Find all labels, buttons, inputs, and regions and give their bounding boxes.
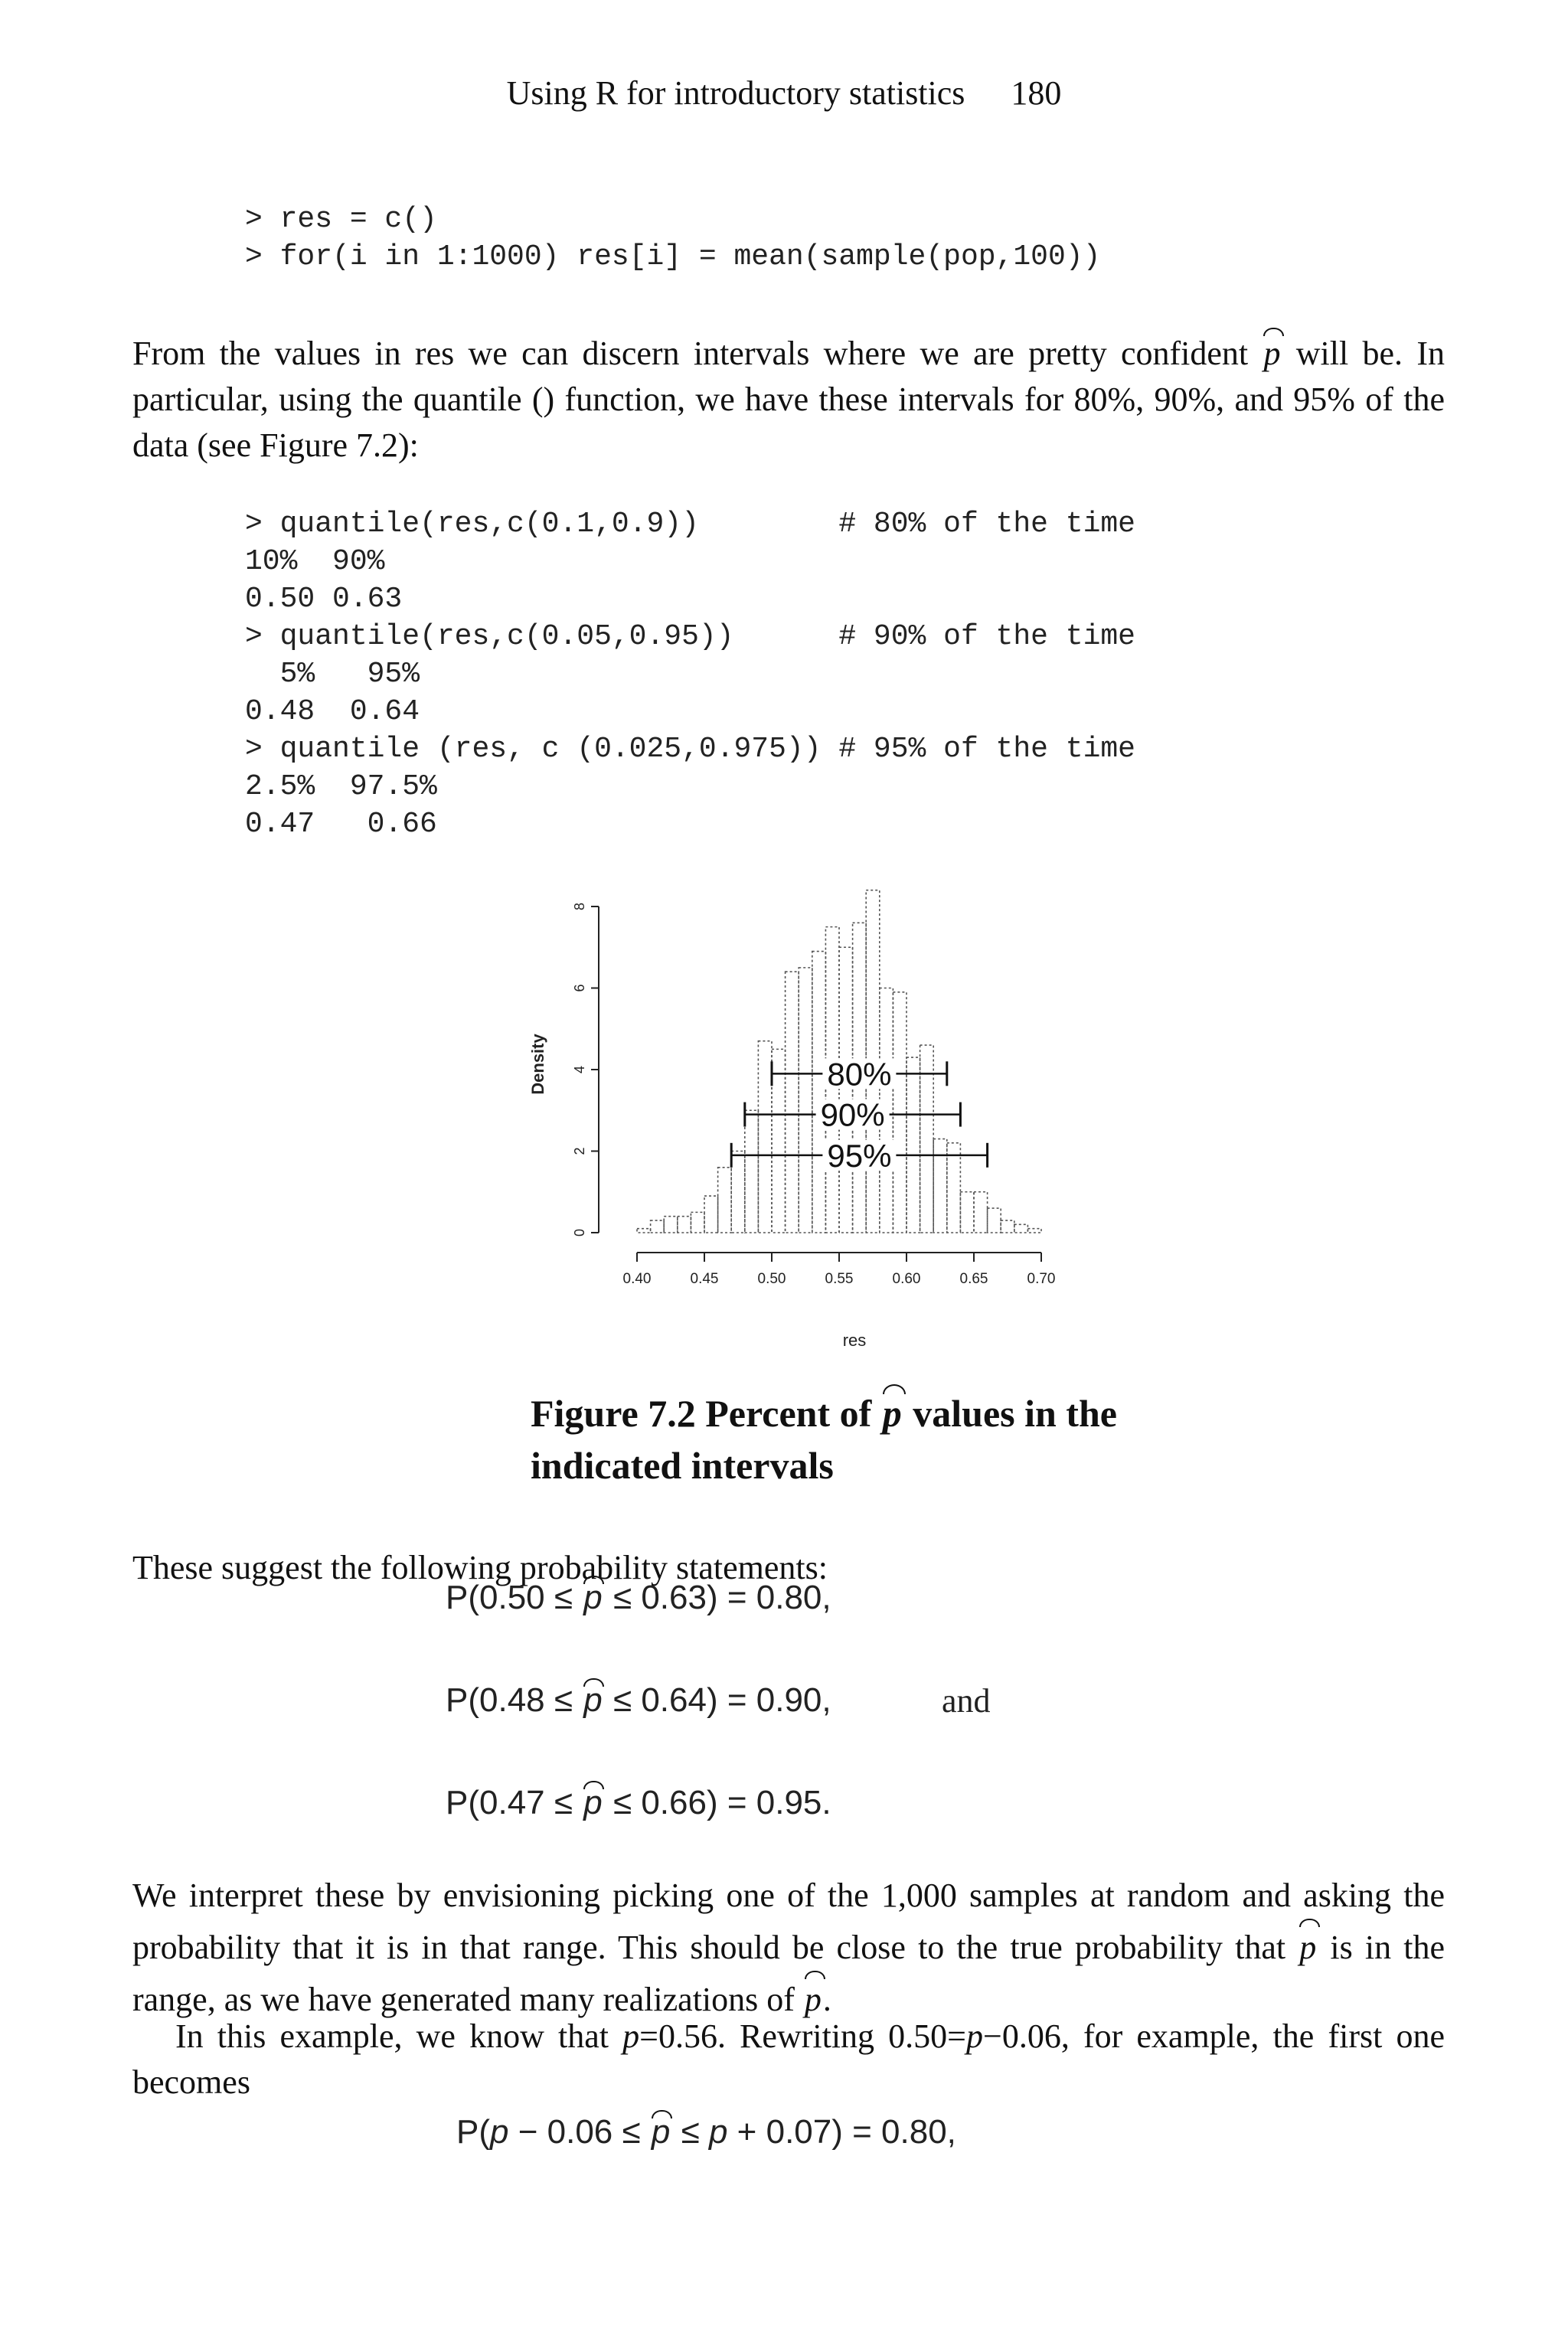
histogram-bar	[1001, 1220, 1014, 1233]
equation-1	[446, 1579, 831, 1617]
p-hat-symbol: p	[1262, 331, 1282, 377]
histogram-bar	[731, 1152, 745, 1233]
p-symbol: p	[708, 2113, 728, 2151]
eq-text: ≤ 0.66) = 0.95.	[603, 1784, 831, 1821]
page-number: 180	[1011, 74, 1062, 112]
running-head	[0, 74, 1568, 113]
code-line: > quantile (res, c (0.025,0.975)) # 95% of the time	[245, 733, 1135, 766]
eq-text: ≤ 0.63) = 0.80,	[603, 1579, 831, 1616]
histogram-bar	[691, 1212, 704, 1233]
plot-intervals	[731, 1056, 987, 1174]
p-symbol: p	[966, 2017, 983, 2055]
code-line: > quantile(res,c(0.1,0.9)) # 80% of the time	[245, 508, 1135, 541]
paragraph-2: These suggest the following probability statements:	[132, 1549, 828, 1586]
histogram-bar	[718, 1168, 732, 1233]
eq-text: P(	[456, 2113, 490, 2151]
p-hat-symbol: p	[583, 1784, 603, 1821]
y-tick-label: 4	[571, 1065, 587, 1074]
x-tick-label: 0.55	[825, 1271, 854, 1287]
running-title: Using R for introductory statistics	[506, 74, 965, 112]
histogram-bar	[637, 1229, 651, 1233]
p-hat-symbol: p	[651, 2113, 671, 2151]
equation-2	[446, 1681, 831, 1720]
code-block-1	[245, 201, 1100, 276]
eq-text: + 0.07) = 0.80,	[727, 2113, 956, 2151]
code-line: > res = c()	[245, 203, 437, 236]
histogram-bar	[1027, 1229, 1041, 1233]
x-tick-label: 0.65	[959, 1271, 988, 1287]
code-block-2	[245, 505, 1135, 843]
x-tick-label: 0.45	[690, 1271, 719, 1287]
eq-text: ≤	[671, 2113, 709, 2151]
code-line: > quantile(res,c(0.05,0.95)) # 90% of the time	[245, 620, 1135, 653]
paragraph-text: In this example, we know that	[175, 2017, 623, 2055]
histogram-bar	[947, 1143, 961, 1233]
plot-axes	[572, 903, 1056, 1287]
paragraph-text: We interpret these by envisioning picking one of the 1,000 samples at random and asking the probability that it is in that range. This should be close to the true probability that	[132, 1877, 1445, 1966]
y-tick-label: 6	[571, 984, 587, 992]
paragraph-text: .	[822, 1981, 831, 2018]
histogram-bar	[678, 1217, 691, 1233]
histogram-bar	[745, 1110, 759, 1233]
p-hat-symbol: p	[881, 1387, 903, 1439]
histogram-bar	[758, 1041, 772, 1233]
paragraph-text: −0.06, for example, the first one becomes	[132, 2017, 1445, 2101]
x-tick-label: 0.60	[892, 1271, 921, 1287]
x-tick-label: 0.50	[757, 1271, 786, 1287]
equation-3	[446, 1784, 831, 1822]
p-symbol: p	[490, 2113, 509, 2151]
eq-text: P(0.50 ≤	[446, 1579, 583, 1616]
paragraph-4	[132, 2014, 1445, 2105]
histogram-bar	[799, 968, 812, 1233]
histogram-bar	[704, 1196, 718, 1233]
y-tick-label: 2	[571, 1147, 587, 1155]
interval-label: 80%	[827, 1056, 892, 1093]
paragraph-text: is in the range, as we have generated many realizations of	[132, 1929, 1445, 2018]
eq-text: ≤ 0.64) = 0.90,	[603, 1681, 831, 1719]
histogram-bar	[988, 1208, 1001, 1233]
paragraph-text: will be. In particular, using the quantile () function, we have these intervals for 80%, 90%, and 95% of the data (see Figure 7.2):	[132, 335, 1445, 464]
paragraph-text: =0.56. Rewriting 0.50=	[639, 2017, 966, 2055]
paragraph-1	[132, 331, 1445, 469]
equation-and: and	[942, 1682, 991, 1720]
histogram-bar	[812, 952, 826, 1233]
paragraph-text: From the values in res we can discern intervals where we are pretty confident	[132, 335, 1263, 372]
figure-caption	[531, 1387, 1220, 1491]
histogram-bar	[786, 972, 799, 1233]
histogram-bar	[664, 1217, 678, 1233]
interval-label: 90%	[820, 1096, 885, 1133]
eq-text: − 0.06 ≤	[508, 2113, 650, 2151]
caption-text: values in the indicated intervals	[531, 1392, 1117, 1487]
code-line: 5% 95%	[245, 658, 420, 691]
eq-text: P(0.48 ≤	[446, 1681, 583, 1719]
eq-text: P(0.47 ≤	[446, 1784, 583, 1821]
y-tick-label: 8	[571, 902, 587, 911]
histogram-bar	[772, 1049, 786, 1233]
code-line: 2.5% 97.5%	[245, 770, 437, 803]
y-axis-label: Density	[528, 1034, 547, 1095]
code-line: > for(i in 1:1000) res[i] = mean(sample(pop,100))	[245, 240, 1101, 273]
histogram-bar	[933, 1139, 947, 1233]
interval-label: 95%	[827, 1137, 892, 1174]
x-tick-label: 0.70	[1027, 1271, 1056, 1287]
code-line: 10% 90%	[245, 545, 385, 578]
code-line: 0.47 0.66	[245, 808, 437, 841]
equation-4	[456, 2113, 956, 2151]
y-tick-label: 0	[571, 1228, 587, 1237]
histogram-bar	[974, 1192, 988, 1233]
histogram-bar	[960, 1192, 974, 1233]
code-line: 0.50 0.63	[245, 583, 403, 616]
histogram-figure	[505, 865, 1087, 1355]
histogram-bar	[893, 992, 906, 1233]
histogram-bar	[1014, 1224, 1028, 1233]
x-axis-label: res	[842, 1331, 867, 1350]
caption-text: Figure 7.2 Percent of	[531, 1392, 881, 1435]
p-hat-symbol: p	[583, 1681, 603, 1719]
p-symbol: p	[622, 2017, 640, 2055]
histogram-bar	[651, 1220, 665, 1233]
p-hat-symbol: p	[583, 1579, 603, 1616]
x-tick-label: 0.40	[622, 1271, 652, 1287]
histogram-bar	[906, 1057, 920, 1233]
p-hat-symbol: p	[803, 1974, 823, 2026]
p-hat-symbol: p	[1298, 1922, 1318, 1974]
code-line: 0.48 0.64	[245, 695, 420, 728]
paragraph-3	[132, 1870, 1445, 2026]
